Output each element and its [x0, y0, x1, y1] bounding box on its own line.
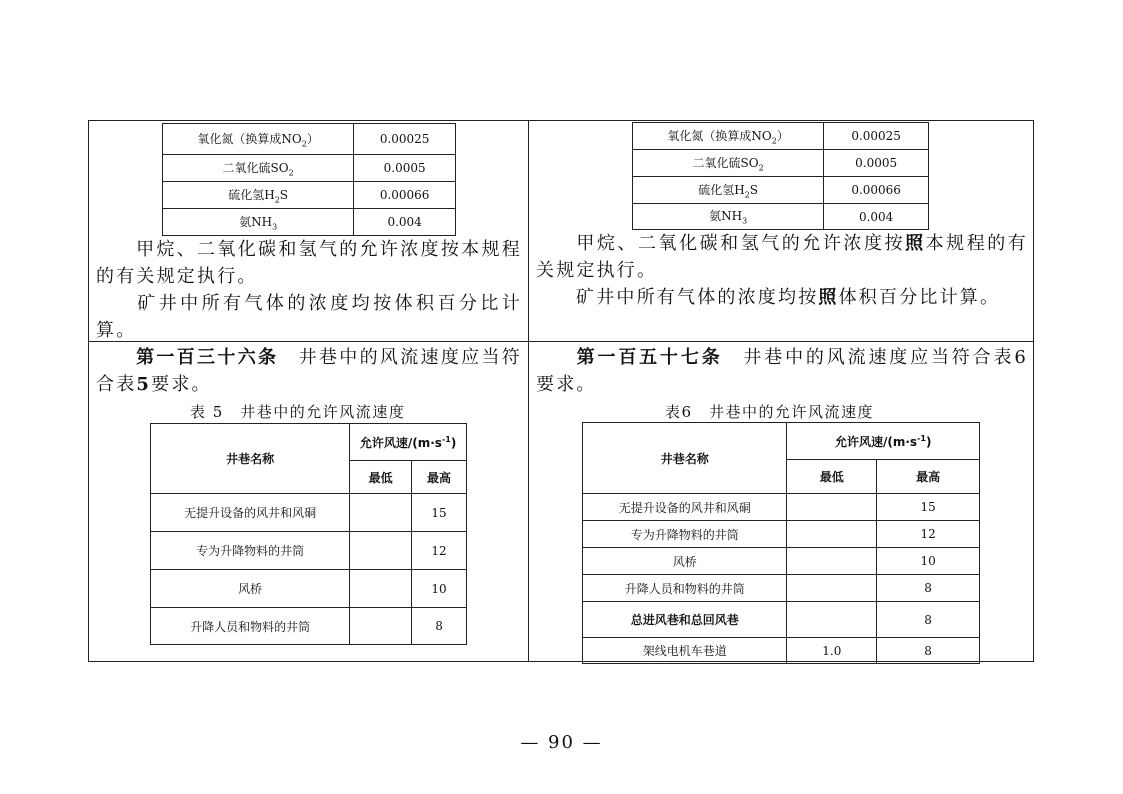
- table-row: [151, 570, 467, 608]
- table-row: [163, 182, 456, 209]
- table-row: [633, 177, 929, 204]
- min-speed: [787, 494, 877, 521]
- right-paragraph-2: 矿井中所有气体的浓度均按照体积百分比计算。: [576, 287, 1001, 308]
- left-paragraph-2: 矿井中所有气体的浓度均按体积百分比计算。: [96, 293, 522, 341]
- table-row: [151, 494, 467, 532]
- tunnel-name: 无提升设备的风井和风硐: [583, 494, 787, 521]
- min-speed: 1.0: [787, 638, 877, 664]
- min-speed: [350, 608, 412, 645]
- table-row: [163, 209, 456, 236]
- gas-name: 硫化氢$H_2S$: [633, 177, 824, 204]
- right-gas-table: [632, 122, 929, 230]
- article-title: 第一百五十七条: [576, 347, 723, 368]
- right-table-caption: 表6 井巷中的允许风流速度: [665, 403, 875, 421]
- tunnel-name: 架线电机车巷道: [583, 638, 787, 664]
- min-speed: [350, 494, 412, 532]
- page-number: — 90 —: [520, 732, 603, 753]
- tunnel-name: 升降人员和物料的井筒: [583, 575, 787, 602]
- tunnel-name: 总进风巷和总回风巷: [583, 602, 787, 638]
- max-speed: 8: [877, 638, 980, 664]
- max-speed: 15: [877, 494, 980, 521]
- column-header-name: 井巷名称: [151, 424, 350, 494]
- tunnel-name: 升降人员和物料的井筒: [151, 608, 350, 645]
- right-article-157: 第一百五十七条 井巷中的风流速度应当符合表6要求。: [536, 347, 1028, 395]
- max-speed: 8: [412, 608, 467, 645]
- tunnel-name: 无提升设备的风井和风硐: [151, 494, 350, 532]
- table-row: [151, 532, 467, 570]
- gas-name: 氧化氮（换算成$NO_2$）: [633, 123, 824, 150]
- table-row: [163, 124, 456, 155]
- gas-value: 0.004: [824, 204, 929, 230]
- column-header-max: 最高: [877, 460, 980, 494]
- left-table-caption: 表 5 井巷中的允许风流速度: [190, 403, 406, 421]
- column-header-min: 最低: [787, 460, 877, 494]
- gas-value: 0.00066: [354, 182, 456, 209]
- gas-value: 0.00025: [824, 123, 929, 150]
- gas-name: 二氧化硫$SO_2$: [163, 155, 354, 182]
- gas-value: 0.0005: [824, 150, 929, 177]
- table-row: [583, 602, 980, 638]
- min-speed: [787, 602, 877, 638]
- table-row: [633, 204, 929, 230]
- min-speed: [787, 548, 877, 575]
- left-wind-speed-table: [150, 423, 467, 645]
- table-row: [583, 638, 980, 664]
- table-header-row: [151, 424, 467, 461]
- table-row: [151, 608, 467, 645]
- min-speed: [350, 570, 412, 608]
- tunnel-name: 风桥: [583, 548, 787, 575]
- table-row: [163, 155, 456, 182]
- column-header-speed: 允许风速$/(m\cdot s^{-1})$: [787, 423, 980, 460]
- tunnel-name: 专为升降物料的井筒: [151, 532, 350, 570]
- column-header-min: 最低: [350, 461, 412, 494]
- left-gas-table: [162, 123, 456, 236]
- gas-name: 二氧化硫$SO_2$: [633, 150, 824, 177]
- table-row: [633, 123, 929, 150]
- gas-name: 氨$NH_3$: [163, 209, 354, 236]
- table-row: [583, 494, 980, 521]
- gas-value: 0.00066: [824, 177, 929, 204]
- max-speed: 10: [877, 548, 980, 575]
- min-speed: [787, 521, 877, 548]
- left-article-136: 第一百三十六条 井巷中的风流速度应当符合表5要求。: [96, 347, 523, 395]
- right-paragraph-1: 甲烷、二氧化碳和氢气的允许浓度按照本规程的有关规定执行。: [536, 233, 1029, 281]
- max-speed: 8: [877, 602, 980, 638]
- max-speed: 8: [877, 575, 980, 602]
- table-row: [583, 548, 980, 575]
- column-header-name: 井巷名称: [583, 423, 787, 494]
- tunnel-name: 风桥: [151, 570, 350, 608]
- right-wind-speed-table: [582, 422, 980, 664]
- gas-name: 氧化氮（换算成$NO_2$）: [163, 124, 354, 155]
- max-speed: 12: [877, 521, 980, 548]
- table-row: [583, 521, 980, 548]
- gas-value: 0.0005: [354, 155, 456, 182]
- gas-name: 硫化氢$H_2S$: [163, 182, 354, 209]
- gas-value: 0.004: [354, 209, 456, 236]
- table-header-row: [583, 423, 980, 460]
- tunnel-name: 专为升降物料的井筒: [583, 521, 787, 548]
- min-speed: [787, 575, 877, 602]
- max-speed: 12: [412, 532, 467, 570]
- table-row: [583, 575, 980, 602]
- max-speed: 10: [412, 570, 467, 608]
- max-speed: 15: [412, 494, 467, 532]
- column-divider: [528, 120, 529, 662]
- column-header-speed: 允许风速$/(m\cdot s^{-1})$: [350, 424, 467, 461]
- article-title: 第一百三十六条: [136, 347, 279, 368]
- min-speed: [350, 532, 412, 570]
- gas-name: 氨$NH_3$: [633, 204, 824, 230]
- table-row: [633, 150, 929, 177]
- column-header-max: 最高: [412, 461, 467, 494]
- gas-value: 0.00025: [354, 124, 456, 155]
- left-paragraph-1: 甲烷、二氧化碳和氢气的允许浓度按本规程的有关规定执行。: [96, 239, 522, 287]
